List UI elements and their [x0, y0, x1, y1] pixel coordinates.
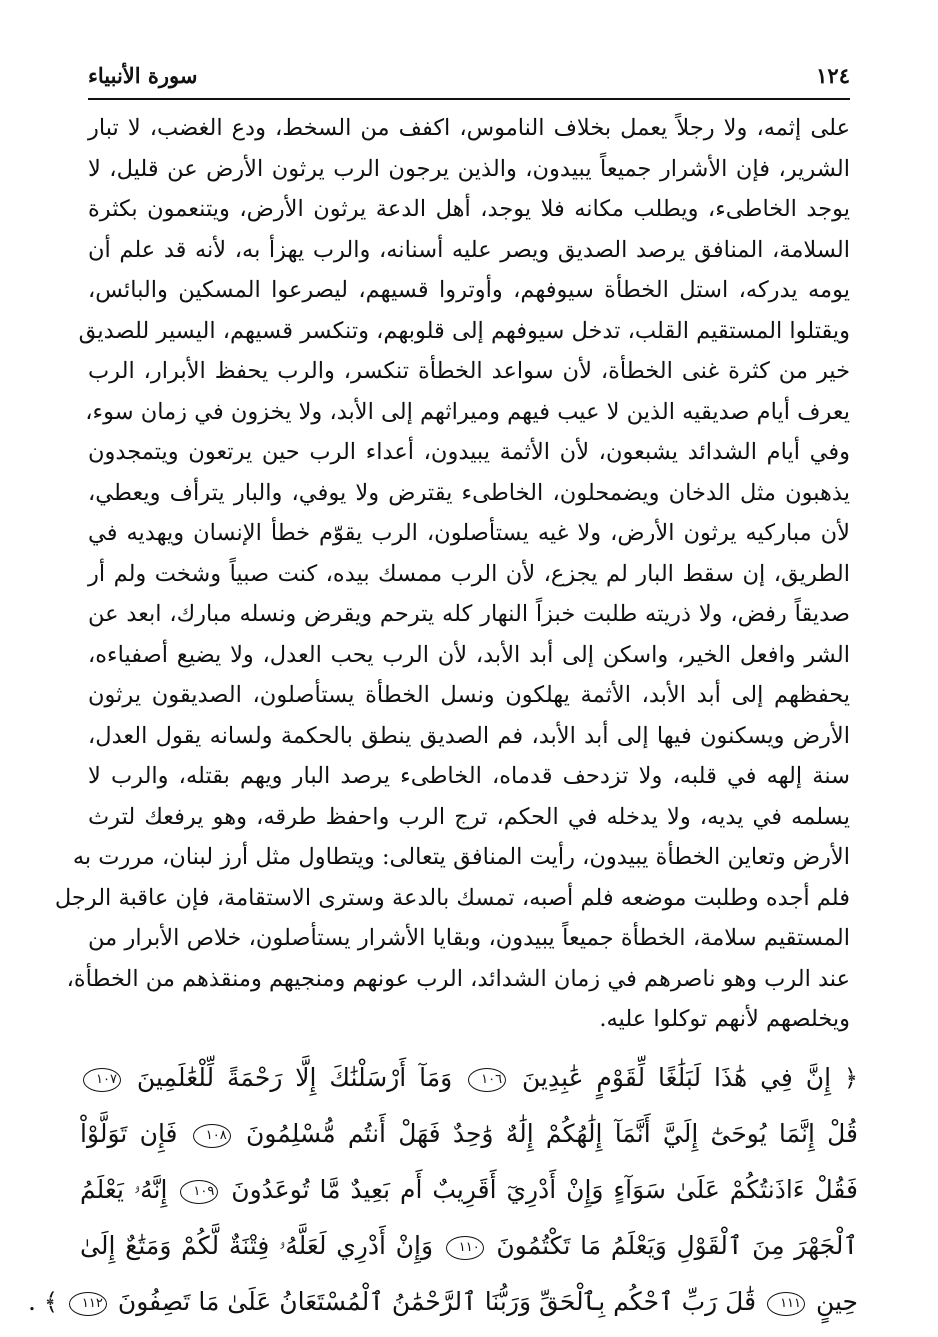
quran-line: [80, 1106, 858, 1162]
commentary-line: الأرض ويسكنون فيها إلى أبد الأبد، فم الصديق ينطق بالحكمة ولسانه يقول العدل،: [88, 722, 850, 749]
verse-text: فَإِن تَوَلَّوْاْ: [80, 1119, 178, 1148]
close-ornament: ﴾: [43, 1288, 58, 1316]
header-rule: [88, 98, 850, 100]
verse-text: إِنَّهُۥ يَعْلَمُ: [80, 1175, 168, 1204]
commentary-line: المستقيم سلامة، الخطأة جميعاً يبيدون، وبقايا الأشرار يستأصلون، خلاص الأبرار من: [88, 925, 850, 951]
commentary-line: صديقاً رفض، ولا ذريته طلبت خبزاً النهار كله يترحم ويقرض ونسله مبارك، ابعد عن: [88, 601, 850, 627]
quran-verses: [27, 1050, 859, 1330]
verse-text: وَإِنْ أَدْرِي لَعَلَّهُۥ فِتْنَةٌ لَّكُمْ وَمَتَٰعٌ إِلَىٰ: [80, 1231, 434, 1260]
commentary-line: على إثمه، ولا رجلاً يعمل بخلاف الناموس، اكفف من السخط، ودع الغضب، لا تبار: [88, 115, 850, 141]
commentary-line: ويقتلوا المستقيم القلب، تدخل سيوفهم إلى قلوبهم، وتنكسر قسيهم، اليسير للصديق: [78, 317, 850, 344]
final-period: .: [27, 1287, 36, 1316]
page-number: ١٢٤: [816, 62, 850, 88]
commentary-line: الأرض وتعاين الخطأة يبيدون، رأيت المنافق يتعالى: ويتطاول مثل أرز لبنان، مررت به: [72, 844, 850, 870]
ayah-number-marker: ١٠٨: [193, 1124, 231, 1148]
commentary-line: الشر وافعل الخير، واسكن إلى أبد الأبد، لأن الرب يحب العدل، ولا يضيع أصفياءه،: [88, 641, 850, 668]
quran-line: [80, 1050, 858, 1106]
verse-text: ٱلْجَهْرَ مِنَ ٱلْقَوْلِ وَيَعْلَمُ مَا تَكْتُمُونَ: [496, 1231, 859, 1260]
ayah-number-marker: ١١٢: [69, 1292, 107, 1316]
quran-line: [27, 1274, 858, 1330]
verse-text: حِينٍ: [815, 1287, 858, 1316]
commentary-line: فلم أجده وطلبت موضعه فلم أصبه، تمسك بالدعة وسترى الاستقامة، فإن عاقبة الرجل: [54, 884, 850, 911]
verse-text: إِنَّ فِي هَٰذَا لَبَلَٰغًا لِّقَوْمٍ عَٰبِدِينَ: [521, 1063, 832, 1092]
commentary-text: [54, 108, 851, 1040]
quran-line: [80, 1218, 858, 1274]
commentary-line: سنة إلهه في قلبه، ولا تزدحف قدماه، الخاطىء يرصد البار ويهم بقتله، والرب لا: [88, 763, 850, 789]
verse-text: وَمَآ أَرْسَلْنَٰكَ إِلَّا رَحْمَةً لِّلْعَٰلَمِينَ: [136, 1063, 453, 1092]
ayah-number-marker: ١٠٩: [180, 1180, 218, 1204]
commentary-line: الطريق، إن سقط البار لم يجزع، لأن الرب ممسك بيده، كنت صبياً وشخت ولم أر: [88, 560, 850, 587]
commentary-line: وفي أيام الشدائد يشبعون، لأن الأثمة يبيدون، أعداء الرب حين يرتعون ويتمجدون: [88, 439, 850, 465]
surah-title: سورة الأنبياء: [88, 62, 198, 88]
verse-text: قُلْ إِنَّمَا يُوحَىٰٓ إِلَيَّ أَنَّمَآ إِلَٰهُكُمْ إِلَٰهٌ وَٰحِدٌ فَهَلْ أَنتُم مُّسْلِمُونَ: [245, 1119, 858, 1148]
commentary-line: يحفظهم إلى أبد الأبد، الأثمة يهلكون ونسل الخطأة يستأصلون، الصديقون يرثون: [88, 682, 850, 708]
commentary-line: يعرف أيام صديقيه الذين لا عيب فيهم وميراثهم إلى الأبد، ولا يخزون في زمان سوء،: [85, 398, 850, 425]
commentary-line: عند الرب وهو ناصرهم في زمان الشدائد، الرب عونهم ومنجيهم ومنقذهم من الخطأة،: [66, 965, 850, 992]
commentary-line: يذهبون مثل الدخان ويضمحلون، الخاطىء يقترض ولا يوفي، والبار يترأف ويعطي،: [88, 479, 850, 506]
commentary-line: لأن مباركيه يرثون الأرض، ولا غيه يستأصلون، الرب يقوّم خطأ الإنسان ويهديه في: [88, 520, 850, 546]
ayah-number-marker: ١٠٦: [468, 1068, 506, 1092]
ayah-number-marker: ١١٠: [446, 1236, 484, 1260]
commentary-line: الشرير، فإن الأشرار جميعاً يبيدون، والذين يرجون الرب يرثون الأرض عن قليل، لا: [88, 155, 850, 182]
verse-text: قَٰلَ رَبِّ ٱحْكُم بِٱلْحَقِّ وَرَبُّنَا ٱلرَّحْمَٰنُ ٱلْمُسْتَعَانُ عَلَىٰ مَا تَصِفُونَ: [117, 1287, 757, 1316]
commentary-line: ويخلصهم لأنهم توكلوا عليه.: [599, 1006, 850, 1032]
verse-text: فَقُلْ ءَاذَنتُكُمْ عَلَىٰ سَوَآءٍ وَإِنْ أَدْرِيٓ أَقَرِيبٌ أَم بَعِيدٌ مَّا تُوعَدُونَ: [231, 1175, 859, 1204]
quran-line: [80, 1162, 858, 1218]
commentary-line: خير من كثرة غنى الخطأة، لأن سواعد الخطأة تنكسر، والرب يحفظ الأبرار، الرب: [88, 358, 850, 384]
commentary-line: يسلمه في يديه، ولا يدخله في الحكم، ترج الرب واحفظ طرقه، وهو يرفعك لترث: [88, 803, 850, 830]
ayah-number-marker: ١٠٧: [83, 1068, 121, 1092]
running-head: [88, 58, 850, 92]
ayah-number-marker: ١١١: [767, 1292, 805, 1316]
commentary-line: يومه يدركه، استل الخطأة سيوفهم، وأوتروا قسيهم، ليصرعوا المسكين والبائس،: [88, 277, 850, 303]
commentary-line: السلامة، المنافق يرصد الصديق ويصر عليه أسنانه، والرب يهزأ به، لأنه قد علم أن: [88, 236, 851, 263]
open-ornament: ﴿: [843, 1064, 859, 1092]
commentary-line: يوجد الخاطىء، ويطلب مكانه فلا يوجد، أهل الدعة يرثون الأرض، ويتنعمون بكثرة: [88, 196, 850, 222]
